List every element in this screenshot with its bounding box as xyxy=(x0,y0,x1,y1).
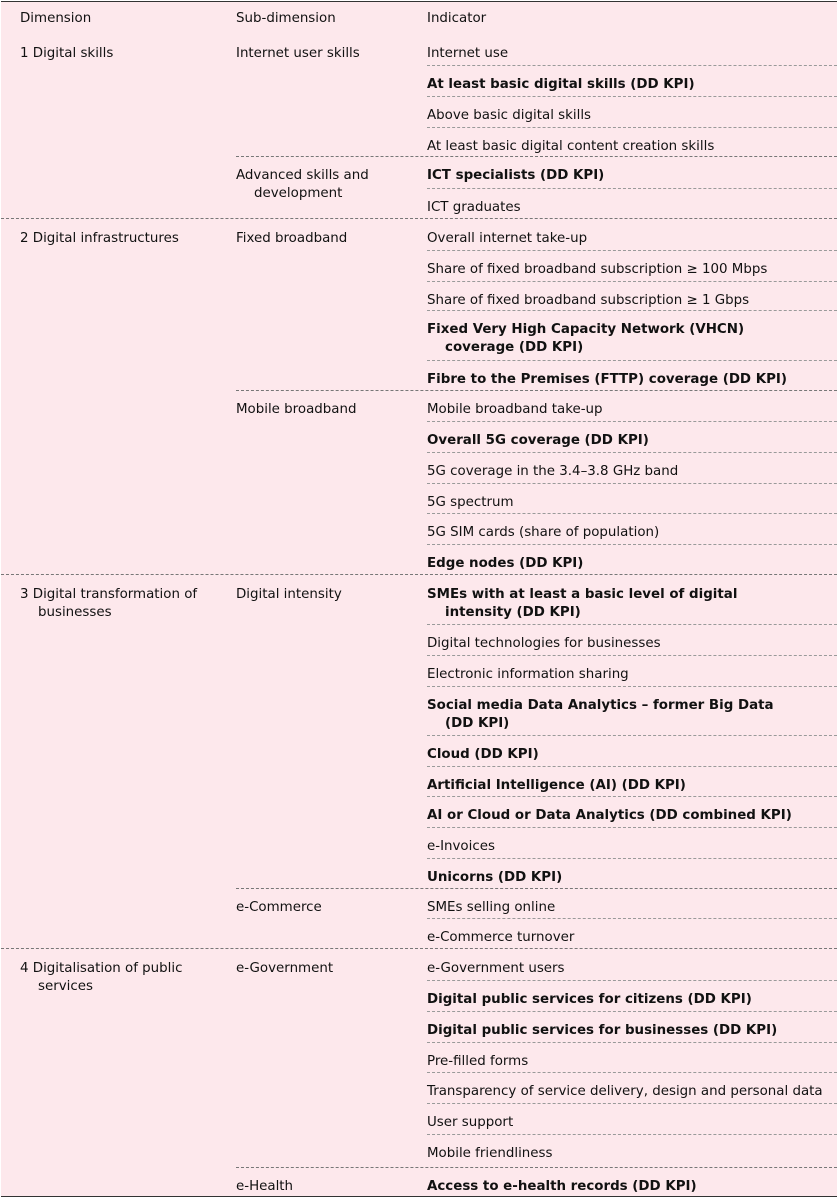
indicator-separator xyxy=(427,827,837,828)
indicator: 5G SIM cards (share of population) xyxy=(427,525,660,540)
indicator-separator xyxy=(427,421,837,422)
indicator: Internet use xyxy=(427,46,509,61)
indicator-separator xyxy=(427,686,837,687)
indicator: 5G spectrum xyxy=(427,495,514,510)
indicator: Electronic information sharing xyxy=(427,667,629,682)
indicator: Share of fixed broadband subscription ≥ 1 Gbps xyxy=(427,293,750,308)
indicator: Transparency of service delivery, design and personal data xyxy=(427,1084,823,1099)
indicator-kpi: Access to e-health records (DD KPI) xyxy=(427,1179,697,1194)
indicator-separator xyxy=(427,96,837,97)
indicator-separator xyxy=(427,310,837,311)
indicator: Share of fixed broadband subscription ≥ 100 Mbps xyxy=(427,262,768,277)
indicator-separator xyxy=(427,1072,837,1073)
indicator-separator xyxy=(427,1042,837,1043)
sub-dimension-label: Advanced skills and development xyxy=(236,168,369,201)
indicator-separator xyxy=(427,188,837,189)
table-header xyxy=(1,1,837,34)
indicator: Pre-filled forms xyxy=(427,1054,529,1069)
indicator-separator xyxy=(427,980,837,981)
indicator-kpi: AI or Cloud or Data Analytics (DD combined KPI) xyxy=(427,808,792,823)
sub-dimension-separator xyxy=(236,1167,837,1168)
indicator-separator xyxy=(427,918,837,919)
dimension-label: 4 Digitalisation of public services xyxy=(20,961,183,994)
indicator: Overall internet take-up xyxy=(427,231,588,246)
sub-dimension-separator xyxy=(236,888,837,889)
dimension-separator xyxy=(1,574,837,575)
dimension-label: 2 Digital infrastructures xyxy=(20,231,179,246)
header-dimension: Dimension xyxy=(20,11,92,26)
indicator-separator xyxy=(427,655,837,656)
indicator-kpi: Fibre to the Premises (FTTP) coverage (DD KPI) xyxy=(427,372,787,387)
dimension-separator xyxy=(1,948,837,949)
dimension-label: 1 Digital skills xyxy=(20,46,114,61)
table-bottom-rule xyxy=(1,1196,837,1197)
sub-dimension-label: e-Health xyxy=(236,1179,294,1194)
indicator-table xyxy=(1,1,837,1199)
indicator-separator xyxy=(427,513,837,514)
header-indicator: Indicator xyxy=(427,11,487,26)
indicator-kpi: SMEs with at least a basic level of digital intensity (DD KPI) xyxy=(427,587,738,620)
indicator-kpi: At least basic digital skills (DD KPI) xyxy=(427,77,695,92)
indicator-separator xyxy=(427,1103,837,1104)
dimension-separator xyxy=(1,218,837,219)
indicator: Mobile broadband take-up xyxy=(427,402,603,417)
indicator-kpi: Fixed Very High Capacity Network (VHCN) coverage (DD KPI) xyxy=(427,322,745,355)
indicator-separator xyxy=(427,360,837,361)
sub-dimension-label: e-Commerce xyxy=(236,900,322,915)
sub-dimension-label: e-Government xyxy=(236,961,334,976)
indicator-separator xyxy=(427,65,837,66)
indicator-separator xyxy=(427,127,837,128)
indicator: Mobile friendliness xyxy=(427,1146,553,1161)
dimension-label: 3 Digital transformation of businesses xyxy=(20,587,198,620)
indicator-kpi: Digital public services for businesses (DD KPI) xyxy=(427,1023,778,1038)
indicator-kpi: Cloud (DD KPI) xyxy=(427,747,539,762)
indicator: At least basic digital content creation skills xyxy=(427,139,715,154)
indicator-kpi: ICT specialists (DD KPI) xyxy=(427,168,605,183)
indicator-separator xyxy=(427,796,837,797)
sub-dimension-separator xyxy=(236,156,837,157)
indicator-separator xyxy=(427,858,837,859)
indicator-kpi: Digital public services for citizens (DD KPI) xyxy=(427,992,752,1007)
indicator-separator xyxy=(427,1011,837,1012)
indicator-separator xyxy=(427,766,837,767)
indicator-separator xyxy=(427,483,837,484)
sub-dimension-label: Fixed broadband xyxy=(236,231,348,246)
indicator-kpi: Overall 5G coverage (DD KPI) xyxy=(427,433,649,448)
indicator-separator xyxy=(427,250,837,251)
indicator-separator xyxy=(427,624,837,625)
indicator: e-Government users xyxy=(427,961,565,976)
indicator-separator xyxy=(427,735,837,736)
indicator-kpi: Artificial Intelligence (AI) (DD KPI) xyxy=(427,778,686,793)
indicator: Digital technologies for businesses xyxy=(427,636,661,651)
sub-dimension-separator xyxy=(236,390,837,391)
indicator-separator xyxy=(427,544,837,545)
sub-dimension-label: Internet user skills xyxy=(236,46,360,61)
indicator: e-Commerce turnover xyxy=(427,930,575,945)
indicator-kpi: Unicorns (DD KPI) xyxy=(427,870,563,885)
indicator: ICT graduates xyxy=(427,200,521,215)
indicator-separator xyxy=(427,1134,837,1135)
indicator: SMEs selling online xyxy=(427,900,556,915)
header-sub-dimension: Sub-dimension xyxy=(236,11,336,26)
indicator-kpi: Edge nodes (DD KPI) xyxy=(427,556,584,571)
indicator-kpi: Social media Data Analytics – former Big Data (DD KPI) xyxy=(427,698,774,731)
sub-dimension-label: Mobile broadband xyxy=(236,402,357,417)
indicator-separator xyxy=(427,452,837,453)
indicator-separator xyxy=(427,281,837,282)
indicator: User support xyxy=(427,1115,514,1130)
sub-dimension-label: Digital intensity xyxy=(236,587,342,602)
indicator: e-Invoices xyxy=(427,839,495,854)
indicator: Above basic digital skills xyxy=(427,108,592,123)
indicator: 5G coverage in the 3.4–3.8 GHz band xyxy=(427,464,679,479)
